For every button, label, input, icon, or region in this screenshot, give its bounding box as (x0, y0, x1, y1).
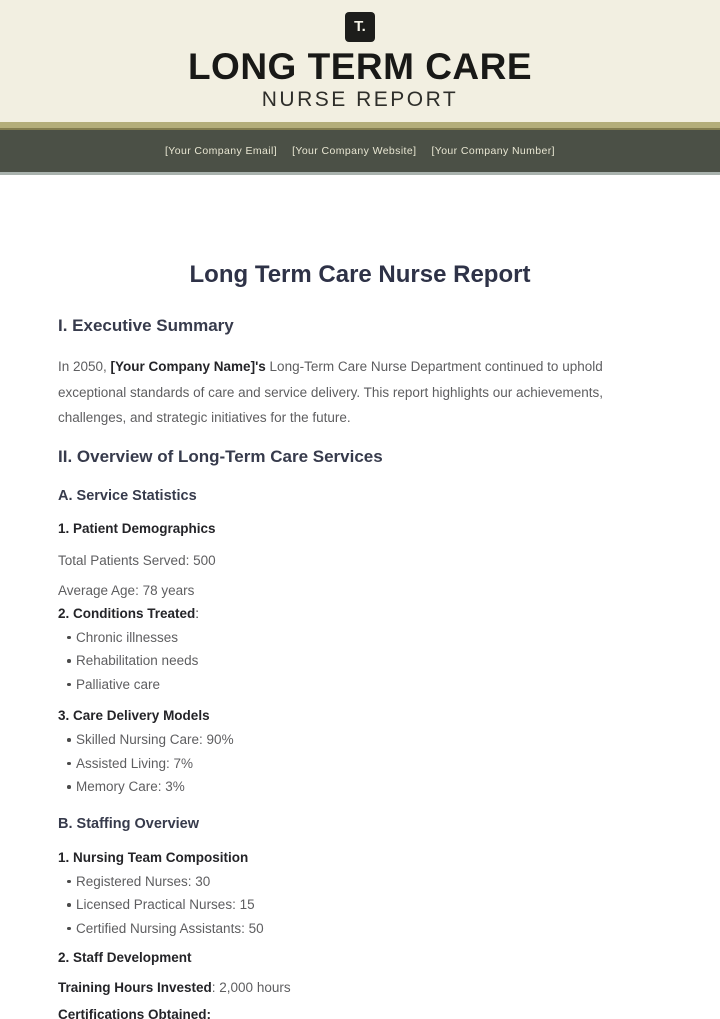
heading-conditions-treated (58, 606, 662, 622)
heading-executive-summary: I. Executive Summary (58, 316, 234, 335)
list-item: Licensed Practical Nurses: 15 (66, 893, 662, 917)
conditions-heading-text: 2. Conditions Treated (58, 605, 196, 621)
stat-average-age: Average Age: 78 years (58, 582, 195, 598)
company-number-placeholder: [Your Company Number] (431, 145, 556, 157)
contact-bar (0, 130, 720, 175)
paragraph-prefix: In 2050, (58, 359, 111, 374)
brand-title: LONG TERM CARE (187, 46, 533, 87)
executive-summary-paragraph (58, 354, 633, 431)
heading-nursing-team: 1. Nursing Team Composition (58, 849, 249, 865)
company-name-placeholder: [Your Company Name]'s (110, 359, 266, 374)
heading-staff-development: 2. Staff Development (58, 950, 192, 965)
document-title: Long Term Care Nurse Report (189, 261, 531, 288)
heading-care-delivery-models: 3. Care Delivery Models (58, 708, 210, 723)
company-email-placeholder: [Your Company Email] (164, 145, 278, 157)
list-item: Palliative care (66, 673, 662, 697)
list-item: Registered Nurses: 30 (66, 870, 662, 894)
training-hours-label: Training Hours Invested (58, 980, 212, 995)
training-hours-value: : 2,000 hours (211, 980, 291, 995)
nursing-team-list (58, 870, 662, 941)
conditions-list (58, 626, 662, 697)
care-delivery-list (58, 728, 662, 799)
heading-patient-demographics: 1. Patient Demographics (58, 520, 216, 536)
conditions-heading-colon: : (195, 605, 200, 621)
letterhead (0, 0, 720, 122)
training-hours-line (58, 980, 662, 996)
accent-divider (0, 122, 720, 130)
list-item: Assisted Living: 7% (66, 752, 662, 776)
company-logo: T. (345, 12, 375, 42)
list-item: Chronic illnesses (66, 626, 662, 650)
company-website-placeholder: [Your Company Website] (292, 145, 417, 157)
list-item: Memory Care: 3% (66, 775, 662, 799)
heading-overview: II. Overview of Long-Term Care Services (58, 446, 383, 466)
stat-total-patients: Total Patients Served: 500 (58, 552, 216, 568)
brand-subtitle: NURSE REPORT (261, 88, 459, 111)
heading-staffing-overview: B. Staffing Overview (58, 815, 200, 832)
list-item: Skilled Nursing Care: 90% (66, 728, 662, 752)
heading-certifications-obtained: Certifications Obtained: (58, 1007, 212, 1019)
list-item: Certified Nursing Assistants: 50 (66, 917, 662, 941)
list-item: Rehabilitation needs (66, 649, 662, 673)
heading-service-statistics: A. Service Statistics (58, 487, 197, 504)
paragraph-rest: Long-Term Care Nurse Department continued to uphold exceptional standards of care and service delivery. This report highlights our achievements, challenges, and strategic initiatives for the future. (58, 359, 604, 425)
document-body (0, 261, 720, 1019)
